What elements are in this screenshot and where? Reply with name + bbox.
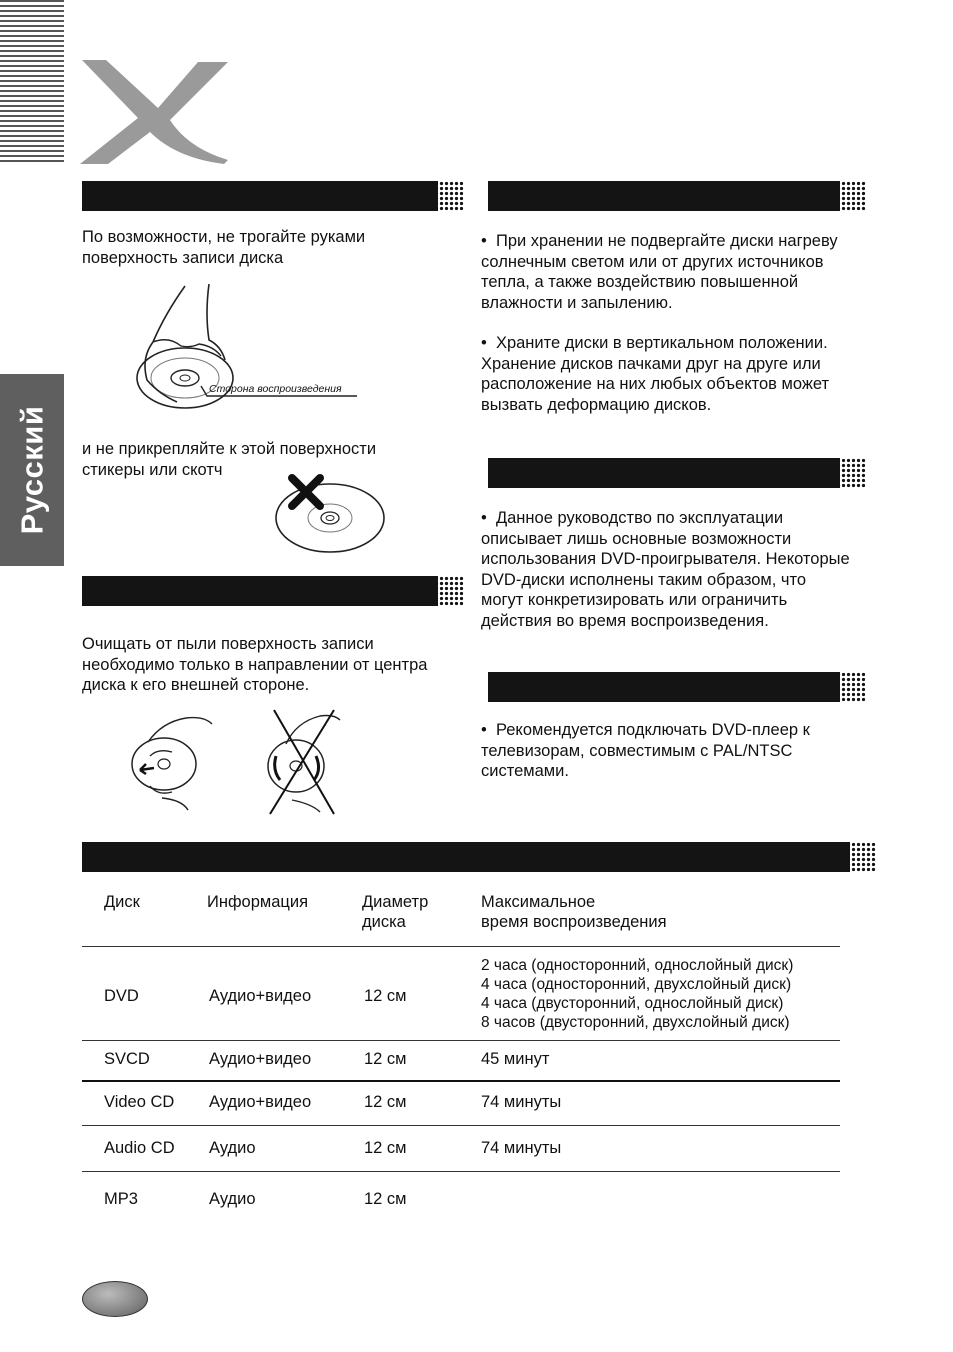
- col-header-info: Информация: [207, 893, 309, 911]
- storage-bullet-1: • При хранении не подвергайте диски нагреву солнечным светом или от других источников тепла, а также воздействию повышенной влажности и запылению.: [481, 232, 838, 312]
- row-mp3-info: Аудио: [209, 1190, 256, 1208]
- col-header-disc: Диск: [104, 893, 140, 911]
- col-header-diameter: Диаметр диска: [362, 893, 429, 931]
- tv-bullet: • Рекомендуется подключать DVD-плеер к телевизорам, совместимым с PAL/NTSC системами.: [481, 721, 810, 780]
- wipe-correct-icon: [128, 712, 216, 812]
- row-audiocd-time: 74 минуты: [481, 1139, 562, 1157]
- section-bar-storage: [488, 181, 866, 211]
- section-bar-manual: [488, 458, 866, 488]
- cleaning-text: Очищать от пыли поверхность записи необходимо только в направлении от центра диска к его внешней стороне.: [82, 635, 428, 694]
- handling-text-2: и не прикрепляйте к этой поверхности стикеры или скотч: [82, 440, 377, 479]
- section-bar-disc-types: [82, 842, 876, 872]
- logo-x-icon: [78, 60, 228, 165]
- language-label: Русский: [14, 405, 50, 535]
- disc-side-caption: Сторона воспроизведения: [209, 383, 342, 395]
- section-bar-tv: [488, 672, 866, 702]
- row-svcd-time: 45 минут: [481, 1050, 550, 1068]
- header-stripes: [0, 0, 64, 165]
- language-tab: [0, 374, 64, 566]
- row-mp3-disc: MP3: [104, 1190, 138, 1208]
- row-audiocd-diameter: 12 см: [364, 1139, 407, 1157]
- table-divider: [82, 1040, 840, 1041]
- row-videocd-disc: Video CD: [104, 1093, 175, 1111]
- section-bar-handling: [82, 181, 464, 211]
- row-svcd-disc: SVCD: [104, 1050, 150, 1068]
- row-dvd-info: Аудио+видео: [209, 987, 312, 1005]
- disc-crossed-icon: [272, 474, 388, 556]
- storage-bullet-2: • Храните диски в вертикальном положении. Хранение дисков пачками друг на друге или расположение на них любых объектов может вызвать деформацию дисков.: [481, 334, 830, 414]
- row-mp3-diameter: 12 см: [364, 1190, 407, 1208]
- row-dvd-diameter: 12 см: [364, 987, 407, 1005]
- table-divider: [82, 1171, 840, 1172]
- row-dvd-time: 2 часа (односторонний, однослойный диск) 4 часа (односторонний, двухслойный диск) 4 часа (двусторонний, однослойный диск) 8 часов (двусторонний, двухслойный диск): [481, 957, 794, 1031]
- handling-text-1: По возможности, не трогайте руками поверхность записи диска: [82, 228, 366, 267]
- row-audiocd-disc: Audio CD: [104, 1139, 175, 1157]
- manual-bullet: • Данное руководство по эксплуатации описывает лишь основные возможности использования DVD-проигрывателя. Некоторые DVD-диски исполнены таким образом, что могут конкретизировать или ограничить действия во время воспроизведения.: [481, 509, 850, 630]
- row-svcd-info: Аудио+видео: [209, 1050, 312, 1068]
- row-audiocd-info: Аудио: [209, 1139, 256, 1157]
- row-videocd-time: 74 минуты: [481, 1093, 562, 1111]
- row-videocd-diameter: 12 см: [364, 1093, 407, 1111]
- storage-section: [481, 231, 851, 435]
- row-dvd-disc: DVD: [104, 987, 139, 1005]
- table-divider: [82, 1125, 840, 1126]
- table-divider: [82, 1080, 840, 1082]
- section-bar-cleaning: [82, 576, 464, 606]
- col-header-time: Максимальное время воспроизведения: [481, 893, 667, 931]
- disc-hand-icon: [125, 284, 365, 412]
- table-divider: [82, 946, 840, 947]
- row-svcd-diameter: 12 см: [364, 1050, 407, 1068]
- page-number-oval-icon: [82, 1281, 148, 1317]
- wipe-wrong-icon: [262, 708, 344, 816]
- row-videocd-info: Аудио+видео: [209, 1093, 312, 1111]
